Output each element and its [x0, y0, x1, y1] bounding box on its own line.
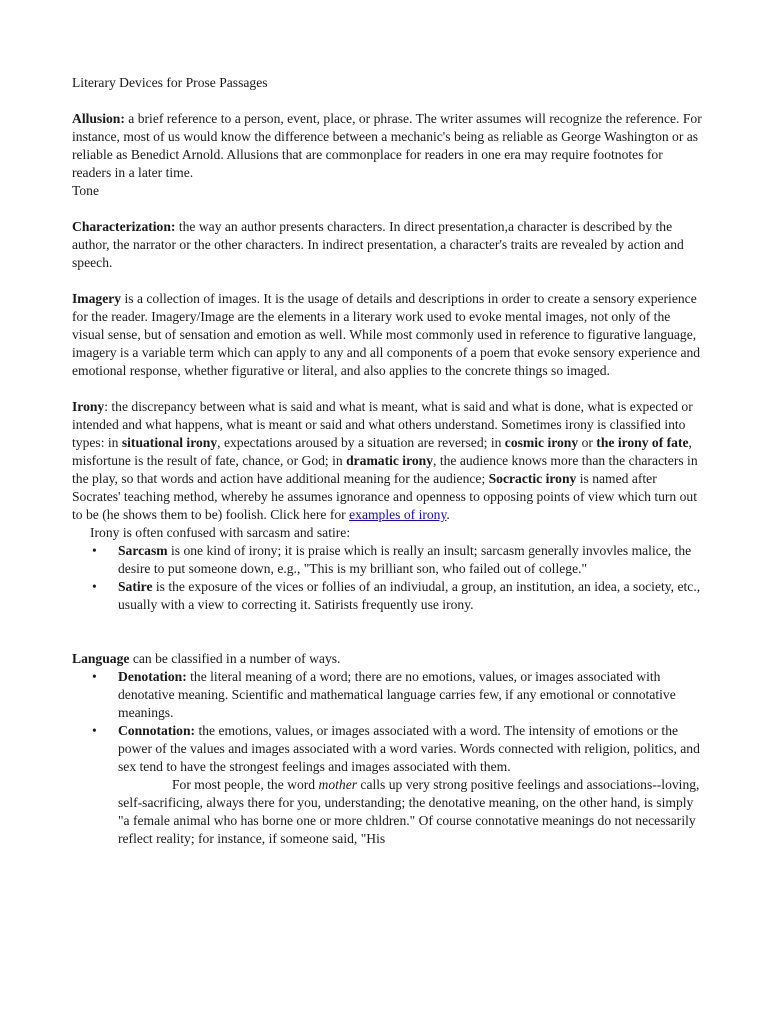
- allusion-term: Allusion:: [72, 111, 125, 126]
- language-bullet-list: [72, 668, 702, 776]
- imagery-term: Imagery: [72, 291, 122, 306]
- irony-of-fate-term: the irony of fate: [596, 435, 689, 450]
- bullet-glyph: •: [92, 579, 97, 594]
- document-title: Literary Devices for Prose Passages: [72, 75, 268, 90]
- document-body: [72, 74, 702, 848]
- sarcasm-text: is one kind of irony; it is praise which is really an insult; sarcasm generally invovles malice, the desire to put someone down, e.g., "This is my brilliant son, who failed out of college.": [118, 543, 692, 576]
- denotation-term: Denotation:: [118, 669, 187, 684]
- examples-of-irony-link[interactable]: examples of irony: [349, 507, 447, 522]
- situational-irony-term: situational irony: [121, 435, 218, 450]
- mother-paragraph: For most people, the word mother calls up very strong positive feelings and associations--loving, self-sacrificing, always there for you, understanding; the denotative meaning, on the other hand, is simply "a female animal who has borne one or more chldren." Of course connotative meanings do not necessarily reflect reality; for instance, if someone said, "His: [118, 777, 700, 846]
- list-item-connotation: [72, 722, 702, 776]
- irony-term: Irony: [72, 399, 105, 414]
- tone-heading: Tone: [72, 183, 99, 198]
- characterization-text: the way an author presents characters. In direct presentation,a character is described by the author, the narrator or the other characters. In indirect presentation, a character's traits are revealed by action and speech.: [72, 219, 684, 270]
- cosmic-irony-term: cosmic irony: [504, 435, 579, 450]
- irony-bullet-list: [72, 542, 702, 614]
- mother-word: mother: [318, 777, 358, 792]
- denotation-text: the literal meaning of a word; there are no emotions, values, or images associated with denotative meaning. Scientific and mathematical language carries few, if any emotional or connotative meanings.: [118, 669, 676, 720]
- list-item-satire: [72, 578, 702, 614]
- allusion-paragraph: [72, 110, 702, 182]
- bullet-glyph: •: [92, 723, 97, 738]
- dramatic-irony-term: dramatic irony: [346, 453, 434, 468]
- irony-paragraph: Irony: the discrepancy between what is said and what is meant, what is said and what is done, what is expected or intended and what happens, what is meant or said and what others understand. Sometimes irony is classified into types: in situational irony, expectations aroused by a situation are reversed; in cosmic irony or the irony of fate, misfortune is the result of fate, chance, or God; in dramatic irony, the audience knows more than the characters in the play, so that words and action have additional meaning for the audience; Socractic irony is named after Socrates' teaching method, whereby he assumes ignorance and openness to opposing points of view which turn out to be (he shows them to be) foolish. Click here for examples of irony.: [72, 399, 698, 522]
- connotation-text: the emotions, values, or images associated with a word. The intensity of emotions or the power of the values and images associated with a word varies. Words connected with religion, politics, and sex tend to have the strongest feelings and images associated with them.: [118, 723, 700, 774]
- sarcasm-term: Sarcasm: [118, 543, 168, 558]
- connotation-term: Connotation:: [118, 723, 196, 738]
- allusion-text: a brief reference to a person, event, place, or phrase. The writer assumes will recognize the reference. For instance, most of us would know the difference between a mechanic's being as reliable as George Washington or as reliable as Benedict Arnold. Allusions that are commonplace for readers in one era may require footnotes for readers in a later time.: [72, 111, 702, 180]
- characterization-paragraph: [72, 218, 702, 272]
- language-term: Language: [72, 651, 130, 666]
- socratic-irony-term: Socractic irony: [488, 471, 577, 486]
- list-item-denotation: [72, 668, 702, 722]
- language-paragraph: [72, 650, 702, 668]
- bullet-glyph: •: [92, 543, 97, 558]
- list-item-sarcasm: [72, 542, 702, 578]
- imagery-text: is a collection of images. It is the usage of details and descriptions in order to create a sensory experience for the reader. Imagery/Image are the elements in a literary work used to evoke mental images, not only of the visual sense, but of sensation and emotion as well. While most commonly used in reference to figurative language, imagery is a variable term which can apply to any and all components of a poem that evoke sensory experience and emotional response, whether figurative or literal, and also applies to the concrete things so imaged.: [72, 291, 701, 378]
- satire-text: is the exposure of the vices or follies of an indiviudal, a group, an institution, an idea, a society, etc., usually with a view to correcting it. Satirists frequently use irony.: [118, 579, 701, 612]
- bullet-glyph: •: [92, 669, 97, 684]
- characterization-term: Characterization:: [72, 219, 176, 234]
- language-text: can be classified in a number of ways.: [129, 651, 341, 666]
- satire-term: Satire: [118, 579, 153, 594]
- imagery-paragraph: [72, 290, 702, 380]
- irony-confused-note: Irony is often confused with sarcasm and satire:: [90, 525, 351, 540]
